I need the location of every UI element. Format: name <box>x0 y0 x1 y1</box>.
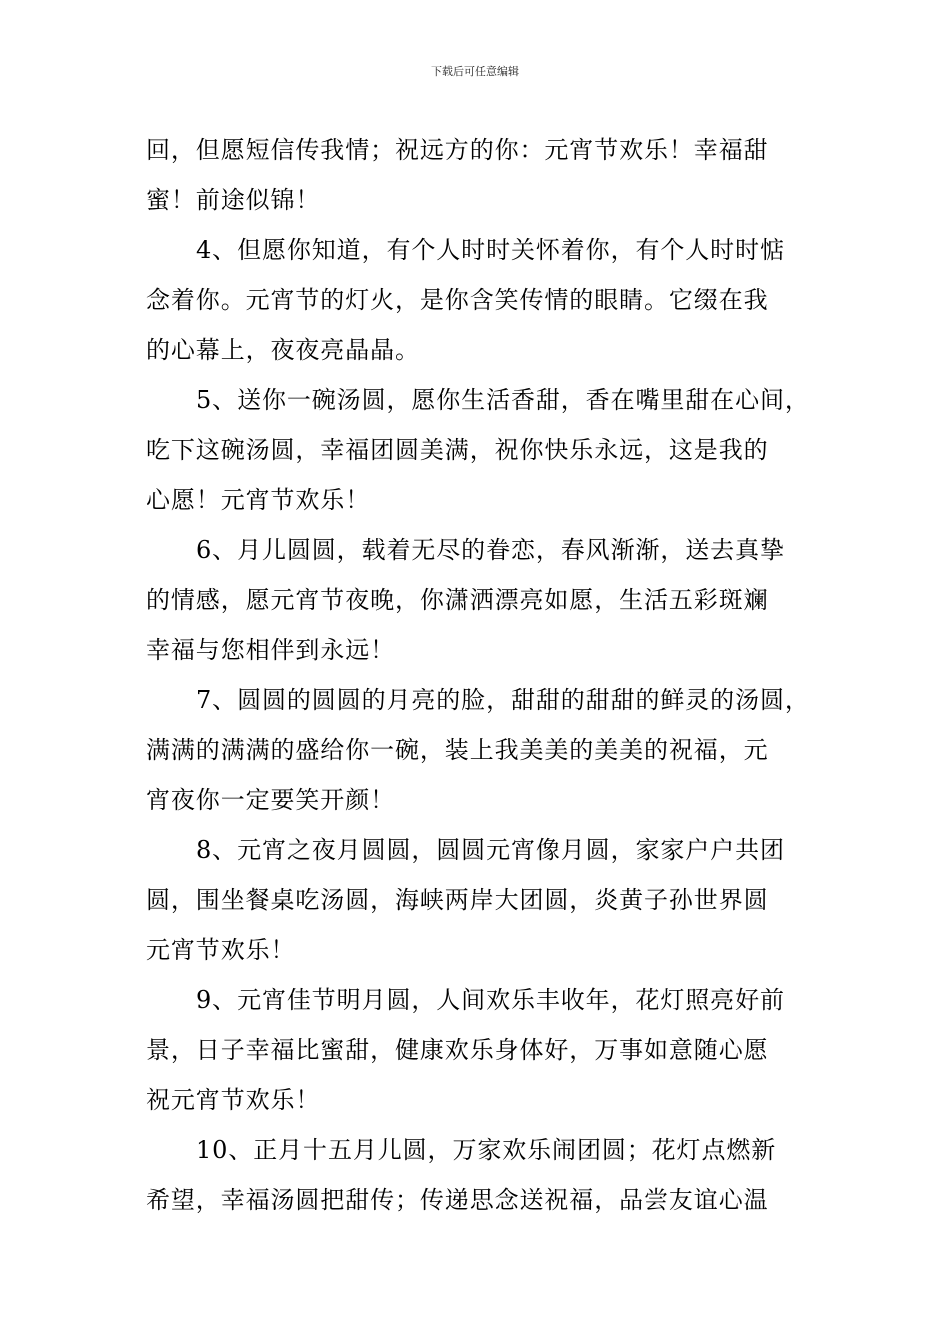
text-line: 的情感，愿元宵节夜晚，你潇洒漂亮如愿，生活五彩斑斓 <box>146 586 769 614</box>
text-line: 景，日子幸福比蜜甜，健康欢乐身体好，万事如意随心愿 <box>146 1036 769 1064</box>
text-line: 希望，幸福汤圆把甜传；传递思念送祝福，品尝友谊心温 <box>146 1186 769 1214</box>
text-line: 回，但愿短信传我情；祝远方的你：元宵节欢乐！幸福甜 <box>146 136 769 164</box>
text-line: 9、元宵佳节明月圆，人间欢乐丰收年，花灯照亮好前 <box>196 986 785 1014</box>
text-line: 宵夜你一定要笑开颜！ <box>146 786 395 814</box>
text-line: 心愿！元宵节欢乐！ <box>146 486 371 514</box>
text-line: 幸福与您相伴到永远！ <box>146 636 395 664</box>
text-line: 圆，围坐餐桌吃汤圆，海峡两岸大团圆，炎黄子孙世界圆 <box>146 886 769 914</box>
page-header-note: 下载后可任意编辑 <box>431 65 519 78</box>
text-line: 满满的满满的盛给你一碗，装上我美美的美美的祝福，元 <box>146 736 769 764</box>
text-line: 7、圆圆的圆圆的月亮的脸，甜甜的甜甜的鲜灵的汤圆， <box>196 686 810 714</box>
text-line: 的心幕上，夜夜亮晶晶。 <box>146 336 420 364</box>
text-line: 念着你。元宵节的灯火，是你含笑传情的眼睛。它缀在我 <box>146 286 769 314</box>
text-line: 4、但愿你知道，有个人时时关怀着你，有个人时时惦 <box>196 236 785 264</box>
text-line: 吃下这碗汤圆，幸福团圆美满，祝你快乐永远，这是我的 <box>146 436 769 464</box>
text-line: 祝元宵节欢乐！ <box>146 1086 321 1114</box>
text-line: 8、元宵之夜月圆圆，圆圆元宵像月圆，家家户户共团 <box>196 836 785 864</box>
text-line: 10、正月十五月儿圆，万家欢乐闹团圆；花灯点燃新 <box>196 1136 777 1164</box>
document-body <box>146 125 836 1225</box>
text-line: 6、月儿圆圆，载着无尽的眷恋，春风渐渐，送去真挚 <box>196 536 785 564</box>
text-line: 元宵节欢乐！ <box>146 936 296 964</box>
text-line: 5、送你一碗汤圆，愿你生活香甜，香在嘴里甜在心间， <box>196 386 810 414</box>
text-line: 蜜！前途似锦！ <box>146 186 321 214</box>
